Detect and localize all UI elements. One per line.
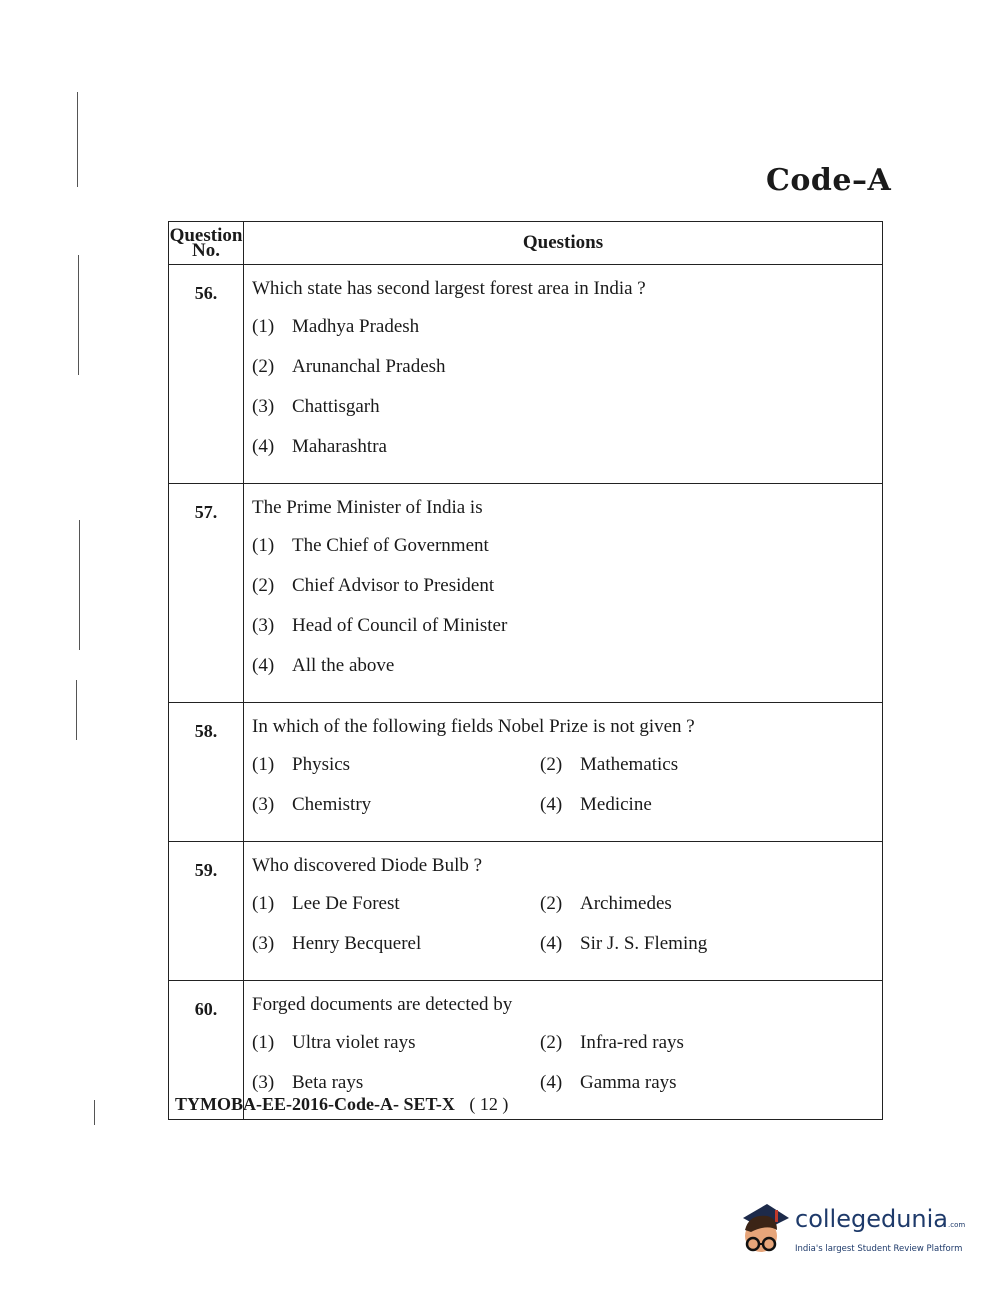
option-number: (3)	[252, 1072, 275, 1093]
option-text: Head of Council of Minister	[292, 615, 508, 636]
question-text: Which state has second largest forest area in India ?	[252, 278, 646, 299]
option-text: The Chief of Government	[292, 535, 489, 556]
option-number: (1)	[252, 1032, 275, 1053]
option-number: (1)	[252, 316, 275, 337]
question-row	[169, 484, 883, 703]
scan-artifact-line	[77, 92, 78, 187]
answer-option	[252, 932, 540, 972]
question-cell	[244, 484, 883, 703]
option-number: (3)	[252, 794, 275, 815]
questions-header: Questions	[244, 222, 883, 265]
option-number: (4)	[252, 655, 275, 676]
question-text: In which of the following fields Nobel Prize is not given ?	[252, 716, 695, 737]
option-text: Sir J. S. Fleming	[580, 933, 708, 954]
option-number: (4)	[252, 436, 275, 457]
question-row	[169, 703, 883, 842]
option-number: (3)	[252, 615, 275, 636]
option-number: (2)	[540, 754, 563, 775]
options-list	[252, 892, 882, 972]
question-no-header: Question No.	[169, 222, 244, 265]
option-text: Lee De Forest	[292, 893, 400, 914]
question-text: Who discovered Diode Bulb ?	[252, 855, 483, 876]
option-text: Beta rays	[292, 1072, 364, 1093]
question-text: The Prime Minister of India is	[252, 497, 483, 518]
question-number: 58.	[169, 703, 244, 842]
question-number: 59.	[169, 842, 244, 981]
option-text: Medicine	[580, 794, 652, 815]
answer-option	[252, 315, 882, 355]
answer-option	[252, 574, 882, 614]
logo-tagline: India's largest Student Review Platform	[795, 1244, 963, 1254]
scan-artifact-line	[76, 680, 77, 740]
question-text: Forged documents are detected by	[252, 994, 513, 1015]
option-text: All the above	[292, 655, 395, 676]
option-text: Maharashtra	[292, 436, 387, 457]
option-text: Infra-red rays	[580, 1032, 684, 1053]
option-text: Ultra violet rays	[292, 1032, 416, 1053]
option-text: Archimedes	[580, 893, 672, 914]
option-number: (3)	[252, 933, 275, 954]
option-number: (2)	[540, 1032, 563, 1053]
mascot-icon	[737, 1200, 793, 1260]
option-number: (1)	[252, 535, 275, 556]
footer-paper-code: TYMOBA-EE-2016-Code-A- SET-X	[175, 1094, 455, 1114]
answer-option	[252, 395, 882, 435]
question-table	[168, 221, 883, 1120]
option-number: (3)	[252, 396, 275, 417]
question-number: 56.	[169, 265, 244, 484]
option-text: Chattisgarh	[292, 396, 380, 417]
option-number: (4)	[540, 794, 563, 815]
question-number: 57.	[169, 484, 244, 703]
option-number: (1)	[252, 754, 275, 775]
option-number: (1)	[252, 893, 275, 914]
scan-artifact-line	[79, 520, 80, 650]
answer-option	[252, 355, 882, 395]
options-list	[252, 315, 882, 475]
question-row	[169, 265, 883, 484]
option-text: Henry Becquerel	[292, 933, 422, 954]
answer-option	[540, 892, 882, 932]
option-number: (2)	[252, 356, 275, 377]
answer-option	[540, 753, 882, 793]
option-text: Mathematics	[580, 754, 679, 775]
options-list	[252, 534, 882, 694]
answer-option	[252, 892, 540, 932]
options-list	[252, 753, 882, 833]
scan-artifact-line	[94, 1100, 95, 1125]
question-cell	[244, 842, 883, 981]
question-cell	[244, 703, 883, 842]
answer-option	[252, 614, 882, 654]
answer-option	[252, 654, 882, 694]
answer-option	[252, 793, 540, 833]
page-footer	[175, 1094, 508, 1115]
option-text: Arunanchal Pradesh	[292, 356, 446, 377]
table-header-row	[169, 222, 883, 265]
collegedunia-logo	[737, 1200, 967, 1270]
question-number: 60.	[169, 981, 244, 1120]
answer-option	[540, 793, 882, 833]
option-text: Madhya Pradesh	[292, 316, 420, 337]
option-number: (2)	[252, 575, 275, 596]
answer-option	[540, 932, 882, 972]
paper-code-heading: Code–A	[766, 163, 892, 198]
option-text: Gamma rays	[580, 1072, 677, 1093]
answer-option	[252, 753, 540, 793]
option-number: (4)	[540, 1072, 563, 1093]
answer-option	[252, 1031, 540, 1071]
option-number: (2)	[540, 893, 563, 914]
logo-wordmark: collegedunia.com	[795, 1205, 966, 1233]
question-cell	[244, 265, 883, 484]
scan-artifact-line	[78, 255, 79, 375]
answer-option	[540, 1071, 882, 1111]
answer-option	[252, 435, 882, 475]
option-text: Chief Advisor to President	[292, 575, 495, 596]
option-number: (4)	[540, 933, 563, 954]
option-text: Chemistry	[292, 794, 372, 815]
page-number: ( 12 )	[469, 1094, 509, 1114]
option-text: Physics	[292, 754, 351, 775]
question-row	[169, 842, 883, 981]
answer-option	[252, 534, 882, 574]
answer-option	[540, 1031, 882, 1071]
